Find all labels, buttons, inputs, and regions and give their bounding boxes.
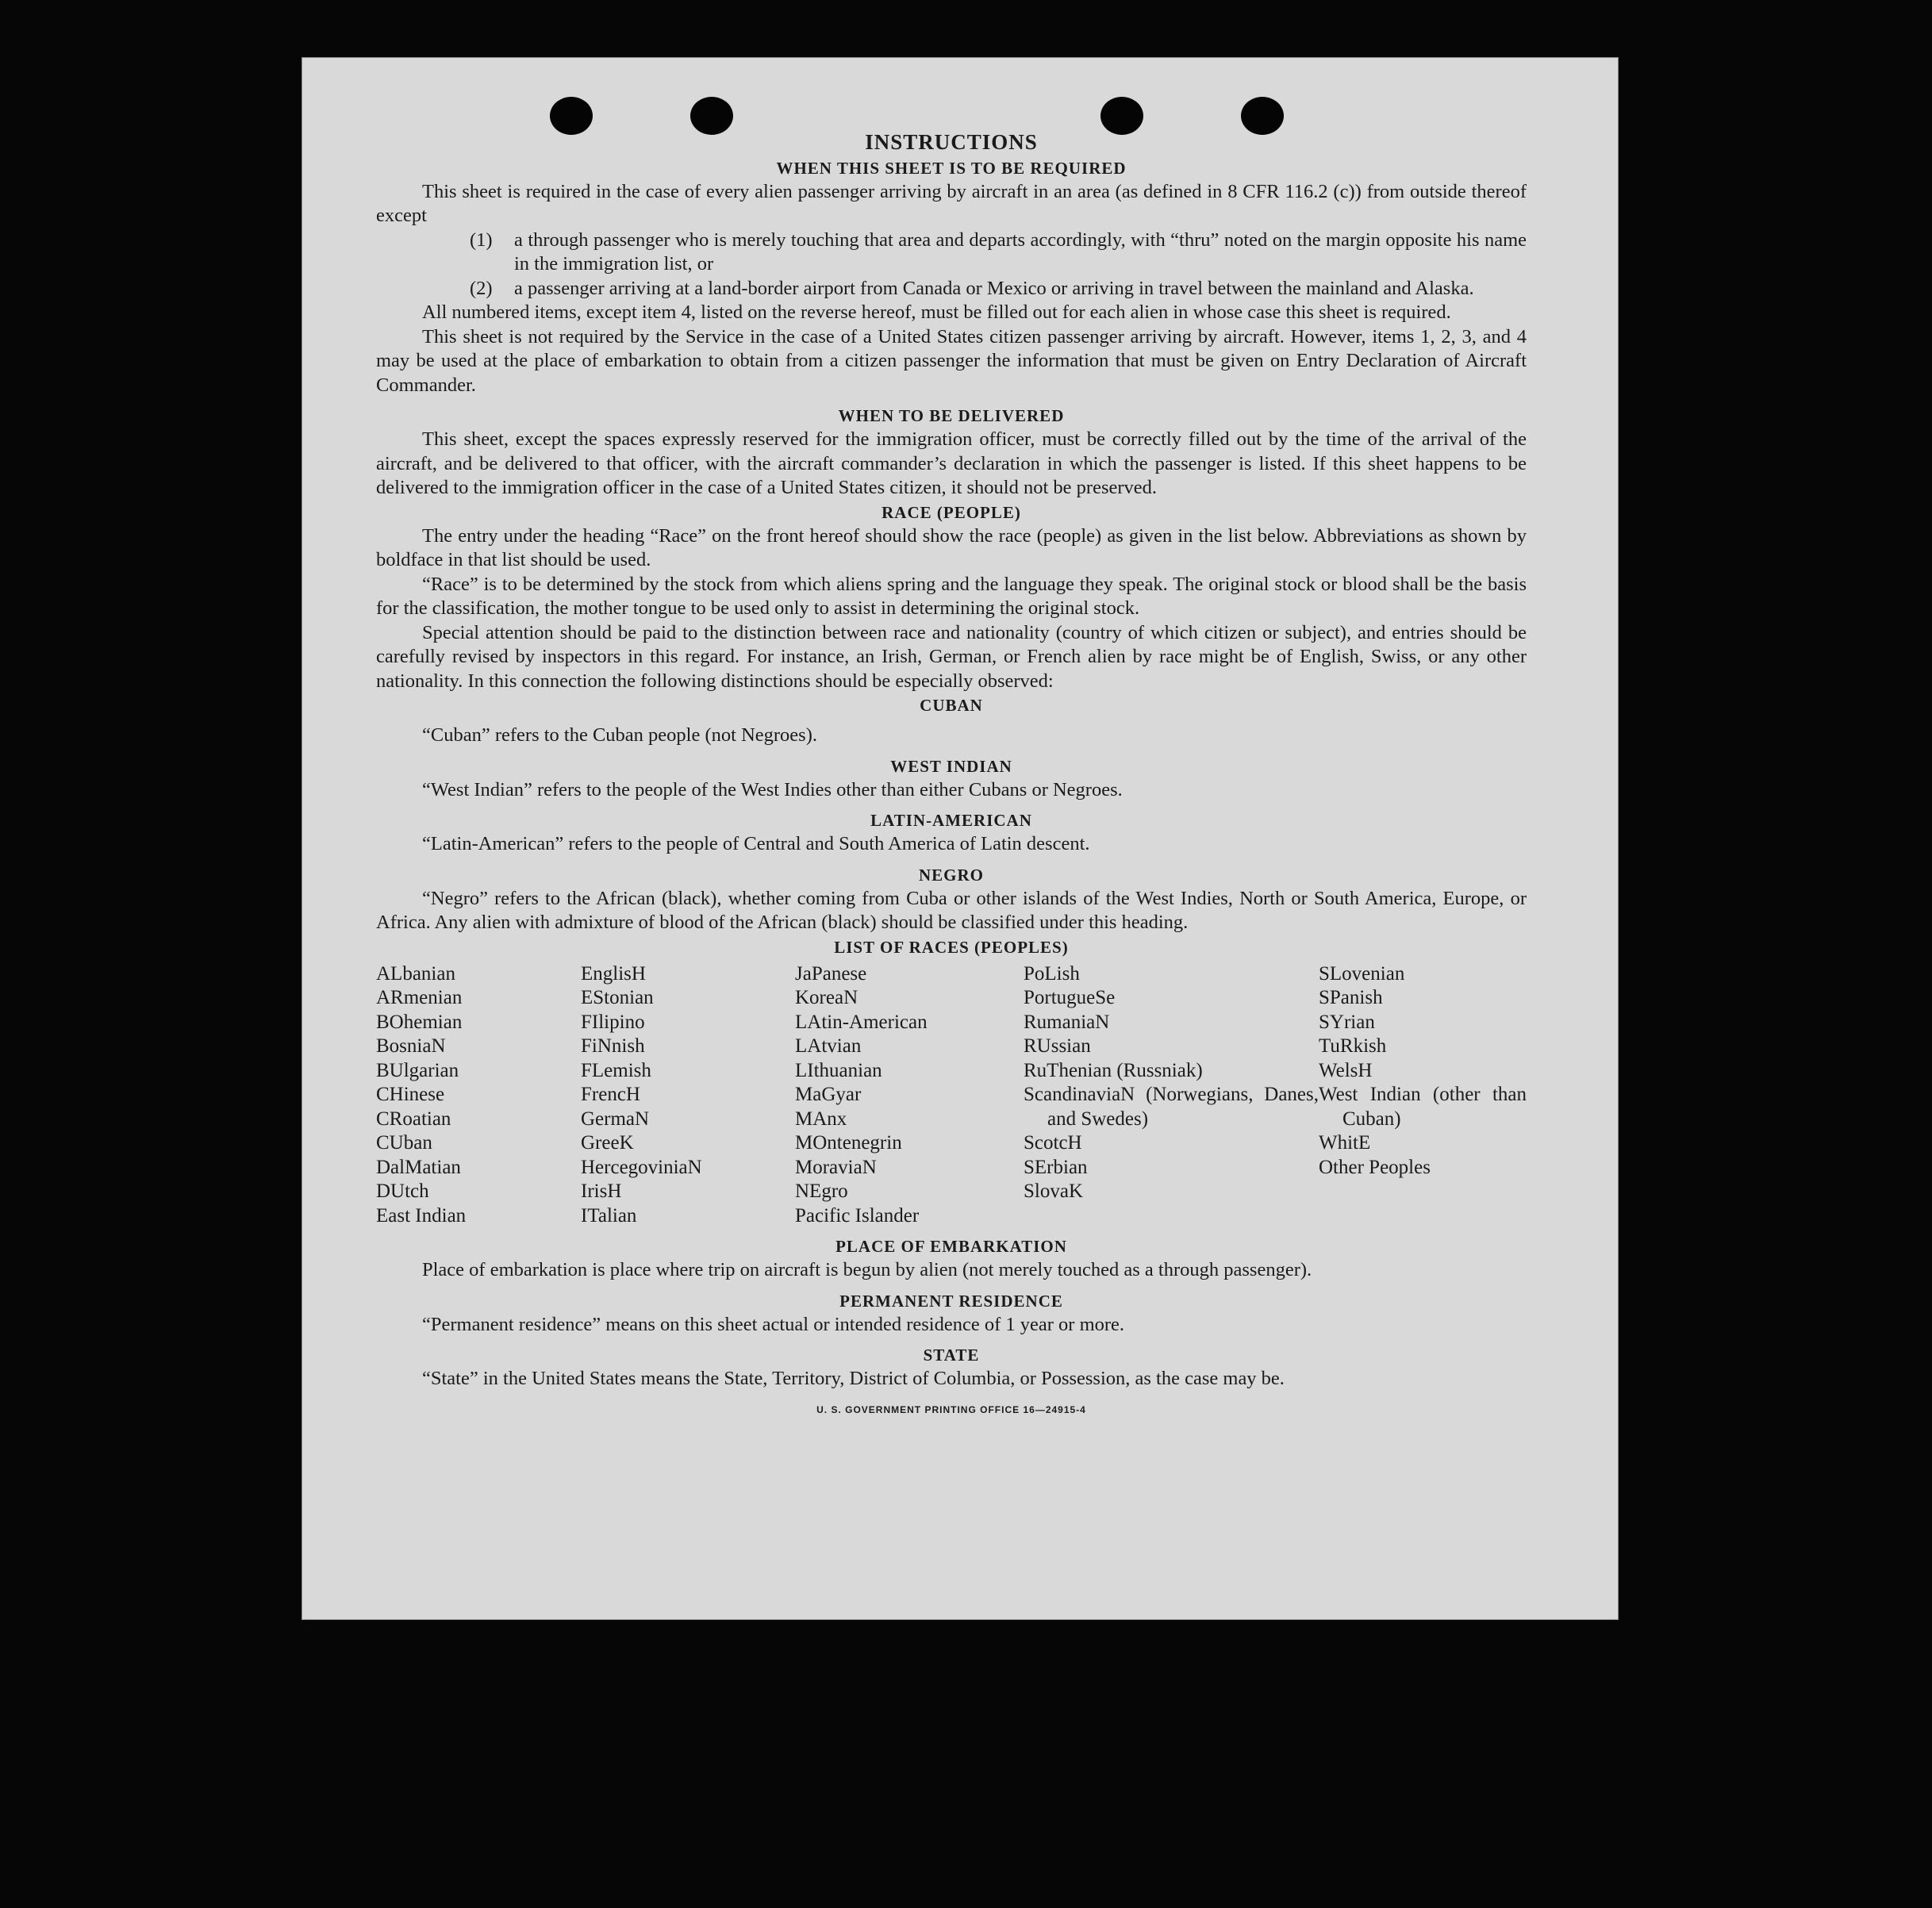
- paragraph: “Permanent residence” means on this sheet actual or intended residence of 1 year or more.: [422, 1313, 1125, 1335]
- paragraph: This sheet, except the spaces expressly reserved for the immigration officer, must be correctly filled out by the time of the arrival of the aircraft, and be delivered to that officer, with the aircraft commander’s declaration in which the passenger is listed. If this sheet happens to be delivered to the immigration officer in the case of a United States citizen, it should not be preserved.: [376, 428, 1527, 498]
- race-entry: MoraviaN: [795, 1156, 877, 1178]
- section-heading: NEGRO: [918, 865, 984, 885]
- paragraph: This sheet is not required by the Service in the case of a United States citizen passenger arriving by aircraft. However, items 1, 2, 3, and 4 may be used at the place of embarkation to obtain from a citizen passenger the information that must be given on Entry Declaration of Aircraft Commander.: [376, 325, 1527, 396]
- race-entry: BosniaN: [376, 1035, 446, 1057]
- race-entry: West Indian (other than Cuban): [1319, 1084, 1527, 1130]
- race-entry: ScandinaviaN (Norwegians, Danes, and Swedes): [1024, 1084, 1319, 1130]
- race-entry: SlovaK: [1024, 1181, 1083, 1202]
- punch-hole: [1100, 97, 1143, 135]
- item-text: a through passenger who is merely touching that area and departs accordingly, with “thru” noted on the margin opposite his name in the immigration list, or: [514, 228, 1527, 274]
- section-heading: STATE: [923, 1346, 980, 1365]
- punch-hole: [690, 97, 733, 135]
- race-entry: ScotcH: [1024, 1132, 1082, 1154]
- race-entry: JaPanese: [795, 962, 867, 985]
- race-entry: East Indian: [376, 1204, 467, 1227]
- section-heading: WHEN TO BE DELIVERED: [838, 406, 1065, 425]
- race-entry: Pacific Islander: [795, 1204, 920, 1227]
- race-entry: ARmenian: [376, 987, 463, 1008]
- paragraph: “Latin-American” refers to the people of Central and South America of Latin descent.: [422, 833, 1090, 854]
- race-entry: FLemish: [581, 1059, 651, 1081]
- race-entry: CHinese: [376, 1084, 445, 1105]
- race-entry: FrencH: [581, 1084, 640, 1105]
- race-entry: DalMatian: [376, 1156, 461, 1178]
- race-entry: CRoatian: [376, 1108, 451, 1130]
- section-heading: PERMANENT RESIDENCE: [839, 1291, 1063, 1311]
- section-heading: WHEN THIS SHEET IS TO BE REQUIRED: [776, 158, 1127, 178]
- race-entry: CUban: [376, 1132, 432, 1154]
- punch-hole: [550, 97, 593, 135]
- race-entry: BUlgarian: [376, 1059, 459, 1081]
- race-entry: BOhemian: [376, 1011, 463, 1033]
- paragraph: “Negro” refers to the African (black), whether coming from Cuba or other islands of the West Indies, North or South America, Europe, or Africa. Any alien with admixture of blood of the African (black) should be classified under this heading.: [376, 887, 1527, 933]
- race-column: [795, 962, 1024, 1229]
- paragraph: All numbered items, except item 4, listed on the reverse hereof, must be filled out for each alien in whose case this sheet is required.: [422, 301, 1451, 323]
- race-entry: WelsH: [1319, 1059, 1373, 1081]
- item-number: (2): [470, 277, 493, 299]
- race-entry: EnglisH: [581, 962, 646, 985]
- paragraph: “Cuban” refers to the Cuban people (not Negroes).: [422, 724, 817, 746]
- race-column: [376, 962, 581, 1229]
- race-column: [581, 962, 795, 1229]
- race-entry: GreeK: [581, 1132, 634, 1154]
- item-number: (1): [470, 228, 493, 251]
- section-heading: CUBAN: [920, 696, 983, 715]
- race-entry: MAnx: [795, 1108, 847, 1130]
- punch-hole: [1241, 97, 1284, 135]
- race-entry: SLovenian: [1319, 962, 1405, 985]
- race-entry: LAtin-American: [795, 1011, 928, 1033]
- race-entry: RUssian: [1024, 1035, 1091, 1057]
- instructions-body: [376, 130, 1527, 1422]
- printer-imprint: U. S. GOVERNMENT PRINTING OFFICE 16—24915-4: [816, 1403, 1086, 1415]
- race-entry: FIlipino: [581, 1011, 645, 1033]
- race-entry: RuThenian (Russniak): [1024, 1059, 1203, 1081]
- paragraph: “West Indian” refers to the people of the West Indies other than either Cubans or Negroes.: [422, 778, 1123, 800]
- race-entry: ITalian: [581, 1204, 637, 1227]
- section-heading: RACE (PEOPLE): [881, 502, 1021, 522]
- race-entry: WhitE: [1319, 1132, 1371, 1154]
- race-entry: PoLish: [1024, 962, 1080, 985]
- race-entry: SYrian: [1319, 1011, 1375, 1033]
- paragraph: This sheet is required in the case of every alien passenger arriving by aircraft in an area (as defined in 8 CFR 116.2 (c)) from outside thereof except: [376, 180, 1527, 226]
- page-title: INSTRUCTIONS: [865, 130, 1038, 154]
- race-entry: IrisH: [581, 1181, 622, 1202]
- race-entry: SErbian: [1024, 1156, 1088, 1178]
- race-column: [1319, 962, 1527, 1229]
- paragraph: Place of embarkation is place where trip on aircraft is begun by alien (not merely touched as a through passenger).: [422, 1259, 1312, 1280]
- paragraph: Special attention should be paid to the distinction between race and nationality (country of which citizen or subject), and entries should be carefully revised by inspectors in this regard. For instance, an Irish, German, or French alien by race might be of English, Swiss, or any other nationality. In this connection the following distinctions should be especially observed:: [376, 621, 1527, 692]
- item-text: a passenger arriving at a land-border airport from Canada or Mexico or arriving in travel between the mainland and Alaska.: [514, 277, 1474, 299]
- race-column: [1024, 962, 1319, 1229]
- race-entry: Other Peoples: [1319, 1156, 1431, 1178]
- race-entry: GermaN: [581, 1108, 650, 1130]
- race-entry: EStonian: [581, 987, 654, 1008]
- race-entry: SPanish: [1319, 987, 1383, 1008]
- race-entry: RumaniaN: [1024, 1011, 1110, 1033]
- race-entry: MOntenegrin: [795, 1132, 902, 1154]
- race-entry: PortugueSe: [1024, 987, 1116, 1008]
- race-entry: MaGyar: [795, 1084, 862, 1105]
- race-entry: DUtch: [376, 1181, 429, 1202]
- section-heading: LATIN-AMERICAN: [870, 811, 1032, 830]
- race-entry: KoreaN: [795, 987, 858, 1008]
- race-entry: HercegoviniaN: [581, 1156, 702, 1178]
- numbered-item: [376, 228, 1527, 277]
- numbered-item: [376, 277, 1527, 301]
- section-heading: WEST INDIAN: [890, 756, 1012, 776]
- section-heading: PLACE OF EMBARKATION: [835, 1237, 1067, 1256]
- race-entry: TuRkish: [1319, 1035, 1387, 1057]
- race-list: [376, 962, 1527, 1229]
- paragraph: “Race” is to be determined by the stock from which aliens spring and the language they speak. The original stock or blood shall be the basis for the classification, the mother tongue to be used only to assist in determining the original stock.: [376, 573, 1527, 619]
- paragraph: “State” in the United States means the State, Territory, District of Columbia, or Possession, as the case may be.: [422, 1368, 1285, 1389]
- race-entry: NEgro: [795, 1181, 848, 1202]
- section-heading: LIST OF RACES (PEOPLES): [834, 937, 1069, 957]
- race-entry: LAtvian: [795, 1035, 862, 1057]
- paragraph: The entry under the heading “Race” on the front hereof should show the race (people) as given in the list below. Abbreviations as shown by boldface in that list should be used.: [376, 524, 1527, 570]
- document-page: [302, 57, 1619, 1620]
- race-entry: FiNnish: [581, 1035, 645, 1057]
- race-entry: ALbanian: [376, 962, 455, 985]
- race-entry: LIthuanian: [795, 1059, 882, 1081]
